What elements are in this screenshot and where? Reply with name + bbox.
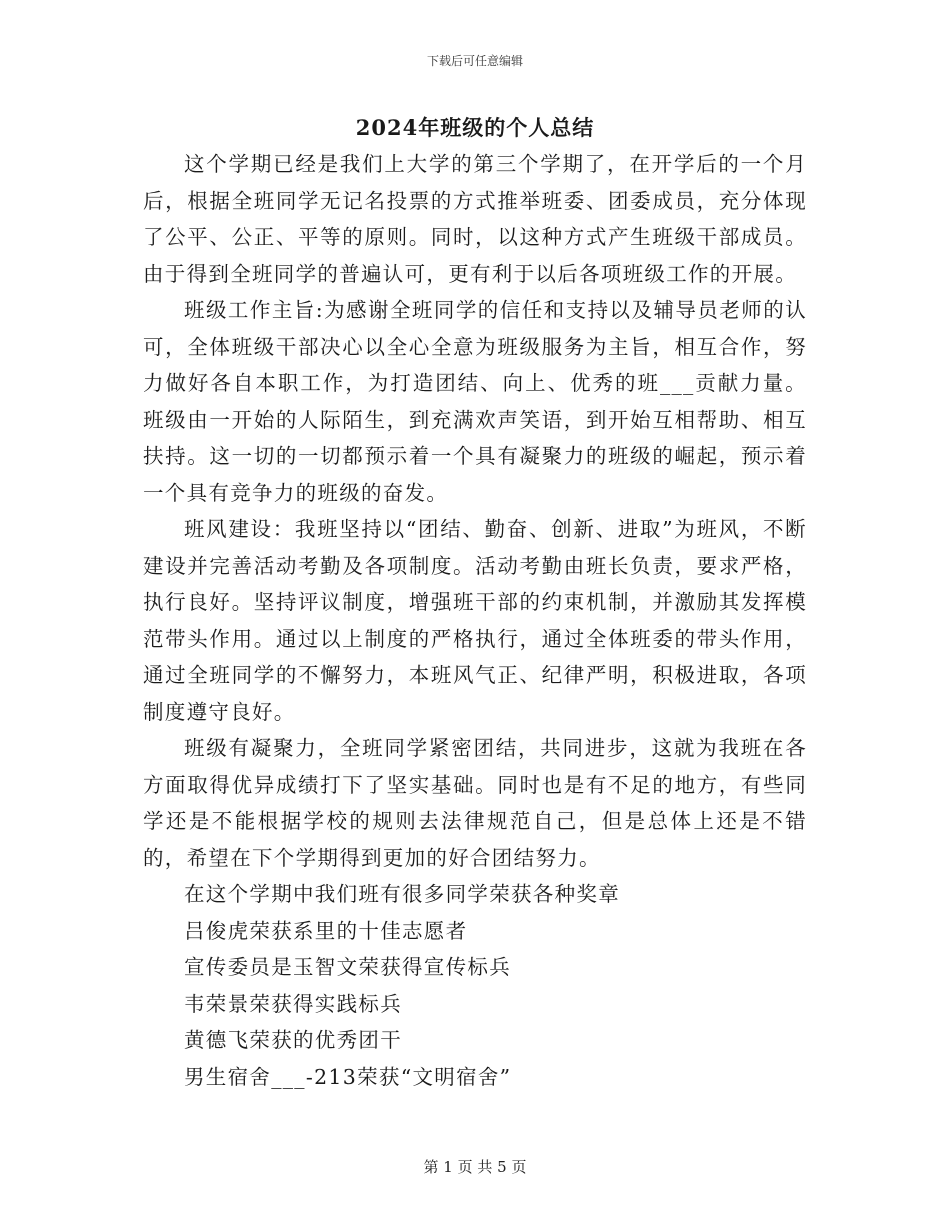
award-list-item: 在这个学期中我们班有很多同学荣获各种奖章 xyxy=(184,882,620,906)
paragraph-cohesion: 班级有凝聚力，全班同学紧密团结，共同进步，这就为我班在各方面取得优异成绩打下了坚实基础。同时也是有不足的地方，有些同学还是不能根据学校的规则去法律规范自己，但是总体上还是不错的，希望在下个学期得到更加的好合团结努力。 xyxy=(143,736,807,870)
page-number-footer: 第 1 页 共 5 页 xyxy=(423,1158,527,1176)
paragraph-intro: 这个学期已经是我们上大学的第三个学期了，在开学后的一个月后，根据全班同学无记名投票的方式推举班委、团委成员，充分体现了公平、公正、平等的原则。同时，以这种方式产生班级干部成员。由于得到全班同学的普遍认可，更有利于以后各项班级工作的开展。 xyxy=(143,152,807,286)
document-body xyxy=(143,146,807,1095)
award-list-item: 吕俊虎荣获系里的十佳志愿者 xyxy=(184,918,468,943)
award-list-item: 黄德飞荣获的优秀团干 xyxy=(184,1028,402,1052)
page-header-note: 下载后可任意编辑 xyxy=(426,54,523,68)
paragraph-class-purpose: 班级工作主旨:为感谢全班同学的信任和支持以及辅导员老师的认可，全体班级干部决心以全心全意为班级服务为主旨，相互合作，努力做好各自本职工作，为打造团结、向上、优秀的班___贡献力量。班级由一开始的人际陌生，到充满欢声笑语，到开始互相帮助、相互扶持。这一切的一切都预示着一个具有凝聚力的班级的崛起，预示着一个具有竞争力的班级的奋发。 xyxy=(143,298,807,505)
document-title: 2024年班级的个人总结 xyxy=(355,115,595,140)
award-list-item: 韦荣景荣获得实践标兵 xyxy=(184,991,402,1016)
paragraph-class-style: 班风建设：我班坚持以“团结、勤奋、创新、进取”为班风，不断建设并完善活动考勤及各项制度。活动考勤由班长负责，要求严格，执行良好。坚持评议制度，增强班干部的约束机制，并激励其发挥模范带头作用。通过以上制度的严格执行，通过全体班委的带头作用，通过全班同学的不懈努力，本班风气正、纪律严明，积极进取，各项制度遵守良好。 xyxy=(143,517,807,724)
award-list-item: 男生宿舍___-213荣获“文明宿舍” xyxy=(184,1064,512,1089)
award-list-item: 宣传委员是玉智文荣获得宣传标兵 xyxy=(184,955,511,979)
